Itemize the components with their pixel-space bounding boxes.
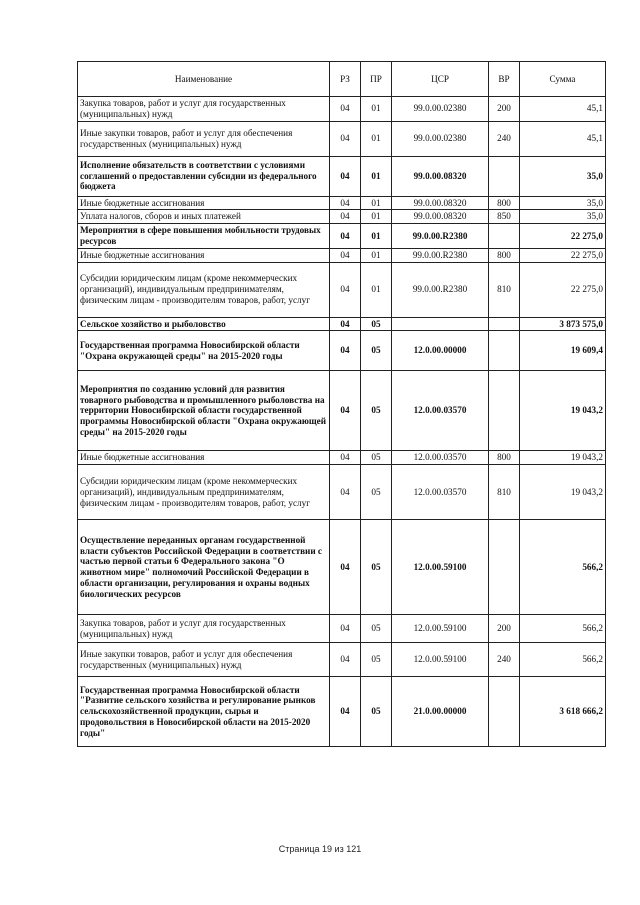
cell-sum: 22 275,0 (520, 248, 606, 262)
cell-pr: 05 (361, 371, 392, 451)
cell-sum: 45,1 (520, 97, 606, 122)
header-rz: РЗ (330, 62, 361, 97)
cell-rz: 04 (330, 520, 361, 615)
cell-sum: 566,2 (520, 520, 606, 615)
cell-rz: 04 (330, 331, 361, 371)
cell-sum: 45,1 (520, 121, 606, 156)
cell-csr: 12.0.00.03570 (392, 465, 489, 520)
table-row (78, 520, 606, 615)
cell-pr: 01 (361, 224, 392, 249)
table-row (78, 262, 606, 317)
cell-rz: 04 (330, 196, 361, 210)
cell-name: Субсидии юридическим лицам (кроме некоммерческих организаций), индивидуальным предпринимателям, физическим лицам - производителям товаров, работ, услуг (78, 465, 330, 520)
table-row (78, 196, 606, 210)
cell-name: Исполнение обязательств в соответствии с условиями соглашений о предоставлении субсидии из федерального бюджета (78, 156, 330, 196)
cell-sum: 19 043,2 (520, 465, 606, 520)
cell-vr: 800 (489, 248, 520, 262)
cell-rz: 04 (330, 465, 361, 520)
cell-sum: 35,0 (520, 210, 606, 224)
cell-sum: 3 618 666,2 (520, 677, 606, 747)
cell-name: Осуществление переданных органам государственной власти субъектов Российской Федерации в соответствии с частью первой статьи 6 Федерального закона "О животном мире" полномочий Российской Федерации в области организации, регулирования и охраны водных биологических ресурсов (78, 520, 330, 615)
table-header-row (78, 62, 606, 97)
table-row (78, 451, 606, 465)
cell-pr: 01 (361, 210, 392, 224)
cell-vr (489, 520, 520, 615)
cell-csr: 99.0.00.08320 (392, 210, 489, 224)
header-sum: Сумма (520, 62, 606, 97)
cell-rz: 04 (330, 210, 361, 224)
cell-vr: 200 (489, 615, 520, 643)
cell-vr: 850 (489, 210, 520, 224)
cell-csr (392, 317, 489, 331)
cell-csr: 99.0.00.R2380 (392, 248, 489, 262)
cell-name: Иные бюджетные ассигнования (78, 248, 330, 262)
cell-rz: 04 (330, 97, 361, 122)
cell-csr: 12.0.00.59100 (392, 615, 489, 643)
table-body (78, 97, 606, 747)
table-row (78, 465, 606, 520)
cell-pr: 05 (361, 465, 392, 520)
cell-name: Уплата налогов, сборов и иных платежей (78, 210, 330, 224)
cell-name: Мероприятия по созданию условий для развития товарного рыбоводства и промышленного рыболовства на территории Новосибирской области государственной программы Новосибирской области "Охрана окружающей среды" на 2015-2020 годы (78, 371, 330, 451)
cell-vr (489, 156, 520, 196)
table-row (78, 156, 606, 196)
table-row (78, 97, 606, 122)
cell-vr: 240 (489, 121, 520, 156)
cell-pr: 01 (361, 121, 392, 156)
cell-pr: 01 (361, 248, 392, 262)
cell-rz: 04 (330, 643, 361, 677)
cell-vr: 810 (489, 262, 520, 317)
cell-sum: 22 275,0 (520, 224, 606, 249)
table-row (78, 248, 606, 262)
cell-sum: 22 275,0 (520, 262, 606, 317)
cell-rz: 04 (330, 121, 361, 156)
cell-name: Иные закупки товаров, работ и услуг для обеспечения государственных (муниципальных) нужд (78, 121, 330, 156)
table-row (78, 331, 606, 371)
cell-name: Государственная программа Новосибирской области "Развитие сельского хозяйства и регулирование рынков сельскохозяйственной продукции, сырья и продовольствия в Новосибирской области на 2015-2020 годы" (78, 677, 330, 747)
cell-pr: 05 (361, 451, 392, 465)
cell-sum: 19 043,2 (520, 451, 606, 465)
table-row (78, 615, 606, 643)
cell-csr: 99.0.00.R2380 (392, 224, 489, 249)
cell-name: Иные бюджетные ассигнования (78, 451, 330, 465)
table-row (78, 677, 606, 747)
header-vr: ВР (489, 62, 520, 97)
cell-name: Закупка товаров, работ и услуг для государственных (муниципальных) нужд (78, 97, 330, 122)
cell-rz: 04 (330, 156, 361, 196)
cell-name: Государственная программа Новосибирской области "Охрана окружающей среды" на 2015-2020 годы (78, 331, 330, 371)
cell-pr: 05 (361, 331, 392, 371)
cell-name: Мероприятия в сфере повышения мобильности трудовых ресурсов (78, 224, 330, 249)
table-row (78, 210, 606, 224)
cell-csr: 99.0.00.R2380 (392, 262, 489, 317)
cell-csr: 12.0.00.59100 (392, 643, 489, 677)
table-row (78, 224, 606, 249)
cell-sum: 566,2 (520, 615, 606, 643)
cell-sum: 566,2 (520, 643, 606, 677)
cell-pr: 05 (361, 615, 392, 643)
cell-rz: 04 (330, 317, 361, 331)
cell-rz: 04 (330, 371, 361, 451)
cell-vr (489, 371, 520, 451)
cell-csr: 99.0.00.08320 (392, 196, 489, 210)
page-number: Страница 19 из 121 (278, 844, 362, 854)
cell-csr: 12.0.00.00000 (392, 331, 489, 371)
cell-rz: 04 (330, 615, 361, 643)
cell-pr: 01 (361, 97, 392, 122)
cell-pr: 05 (361, 643, 392, 677)
cell-rz: 04 (330, 262, 361, 317)
cell-csr: 12.0.00.03570 (392, 451, 489, 465)
cell-vr: 800 (489, 451, 520, 465)
cell-name: Иные закупки товаров, работ и услуг для обеспечения государственных (муниципальных) нужд (78, 643, 330, 677)
table-row (78, 121, 606, 156)
cell-vr: 200 (489, 97, 520, 122)
table-row (78, 643, 606, 677)
table-row (78, 371, 606, 451)
cell-pr: 01 (361, 196, 392, 210)
cell-vr (489, 331, 520, 371)
cell-csr: 99.0.00.02380 (392, 121, 489, 156)
cell-pr: 01 (361, 156, 392, 196)
cell-pr: 05 (361, 677, 392, 747)
cell-name: Иные бюджетные ассигнования (78, 196, 330, 210)
cell-csr: 12.0.00.59100 (392, 520, 489, 615)
cell-vr: 800 (489, 196, 520, 210)
cell-rz: 04 (330, 677, 361, 747)
cell-pr: 01 (361, 262, 392, 317)
cell-rz: 04 (330, 224, 361, 249)
cell-rz: 04 (330, 248, 361, 262)
cell-csr: 99.0.00.08320 (392, 156, 489, 196)
header-csr: ЦСР (392, 62, 489, 97)
cell-name: Субсидии юридическим лицам (кроме некоммерческих организаций), индивидуальным предпринимателям, физическим лицам - производителям товаров, работ, услуг (78, 262, 330, 317)
cell-vr: 810 (489, 465, 520, 520)
header-name: Наименование (78, 62, 330, 97)
cell-vr (489, 224, 520, 249)
cell-csr: 12.0.00.03570 (392, 371, 489, 451)
cell-pr: 05 (361, 520, 392, 615)
cell-vr (489, 317, 520, 331)
cell-sum: 35,0 (520, 196, 606, 210)
cell-name: Сельское хозяйство и рыболовство (78, 317, 330, 331)
cell-sum: 19 609,4 (520, 331, 606, 371)
cell-rz: 04 (330, 451, 361, 465)
header-pr: ПР (361, 62, 392, 97)
cell-csr: 21.0.00.00000 (392, 677, 489, 747)
budget-table (77, 61, 606, 747)
cell-pr: 05 (361, 317, 392, 331)
cell-csr: 99.0.00.02380 (392, 97, 489, 122)
cell-vr: 240 (489, 643, 520, 677)
cell-name: Закупка товаров, работ и услуг для государственных (муниципальных) нужд (78, 615, 330, 643)
table-row (78, 317, 606, 331)
cell-sum: 3 873 575,0 (520, 317, 606, 331)
cell-sum: 35,0 (520, 156, 606, 196)
cell-sum: 19 043,2 (520, 371, 606, 451)
cell-vr (489, 677, 520, 747)
